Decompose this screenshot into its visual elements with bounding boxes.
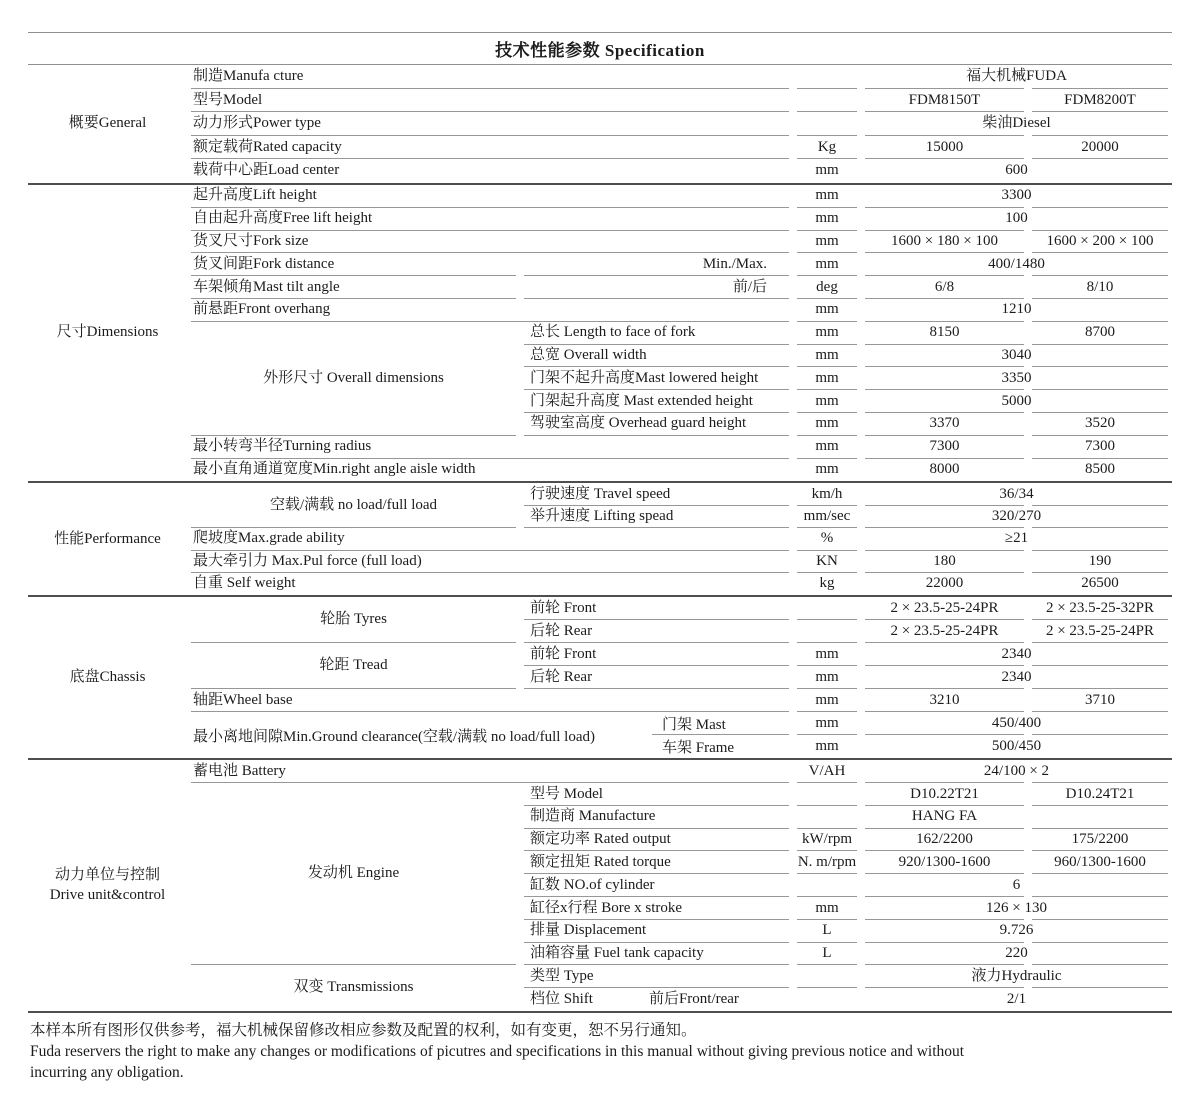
unit-cell: mm <box>793 345 861 368</box>
subparam-cell <box>520 783 793 806</box>
param-cell: 前悬距Front overhang <box>187 299 793 322</box>
subparam-cell: 前/后 <box>520 276 793 299</box>
unit-cell: mm <box>793 712 861 735</box>
value-cell: D10.22T21 <box>861 783 1028 806</box>
subparam-label: 制造商 Manufacture <box>530 808 656 825</box>
value-cell <box>1028 806 1172 829</box>
subparam-cell <box>520 666 793 689</box>
value-cell-merged: 3300 <box>861 185 1172 208</box>
value-cell: 1600 × 200 × 100 <box>1028 231 1172 254</box>
param-cell: 载荷中心距Load center <box>193 162 340 179</box>
section-label-line: 底盘Chassis <box>69 669 146 686</box>
unit-cell <box>793 89 861 113</box>
subparam-label: 档位 Shift <box>530 990 593 1007</box>
subparam-cell <box>520 413 793 436</box>
unit-cell: deg <box>793 276 861 299</box>
footer-note <box>30 1020 1170 1083</box>
value-cell-merged: 柴油Diesel <box>861 112 1172 136</box>
subparam-cell <box>520 483 793 505</box>
param-cell: 型号Model <box>187 89 793 113</box>
value-cell: 20000 <box>1028 136 1172 160</box>
param-cell: 货叉间距Fork distance <box>187 253 520 276</box>
subparam-label: 后轮 Rear <box>530 668 593 685</box>
value-cell-merged: 福大机械FUDA <box>861 65 1172 89</box>
param-cell: 动力形式Power type <box>187 112 793 136</box>
section-label-line: Drive unit&control <box>49 886 166 903</box>
subparam-label: 举升速度 Lifting spead <box>530 508 674 525</box>
subparam-label: 门架起升高度 Mast extended height <box>530 392 753 409</box>
value-cell: 162/2200 <box>861 829 1028 852</box>
subparam-label: 额定扭矩 Rated torque <box>530 853 671 870</box>
footer-line-en-2: incurring any obligation. <box>30 1064 184 1081</box>
subparam-cell <box>520 920 793 943</box>
unit-cell <box>793 65 861 89</box>
value-cell: 7300 <box>861 436 1028 459</box>
subparam-label: 额定功率 Rated output <box>530 831 671 848</box>
value-cell: 15000 <box>861 136 1028 160</box>
value-cell: 2 × 23.5-25-24PR <box>861 597 1028 620</box>
param-cell: 车架倾角Mast tilt angle <box>187 276 520 299</box>
value-cell-merged: 400/1480 <box>861 253 1172 276</box>
value-cell-merged: 24/100 × 2 <box>861 760 1172 783</box>
group-wide-cell <box>187 712 793 758</box>
section-label <box>28 597 187 758</box>
section-label-line: 动力单位与控制 <box>54 867 160 884</box>
subparam-label: 后轮 Rear <box>530 622 593 639</box>
value-cell: 7300 <box>1028 436 1172 459</box>
value-cell: 3710 <box>1028 689 1172 712</box>
value-cell-merged: 600 <box>1005 162 1028 179</box>
param-cell: 制造Manufa cture <box>187 65 793 89</box>
value-cell: HANG FA <box>861 806 1028 829</box>
subparam-cell: Min./Max. <box>520 253 793 276</box>
subparam-label: 油箱容量 Fuel tank capacity <box>530 945 704 962</box>
unit-cell: mm <box>793 367 861 390</box>
unit-cell: mm <box>793 322 861 345</box>
subparam-label: 前轮 Front <box>530 599 597 616</box>
unit-cell: mm <box>793 185 861 208</box>
subparam-label: 门架 Mast <box>648 712 793 735</box>
group-label-cell: 外形尺寸 Overall dimensions <box>187 322 520 436</box>
unit-cell: mm <box>793 897 861 920</box>
unit-cell: mm <box>815 461 839 478</box>
subparam-cell <box>520 506 793 528</box>
footer-line-en-1: Fuda reservers the right to make any changes or modifications of picutres and specifications in this manual without giving previous notice and without <box>30 1043 965 1060</box>
unit-cell <box>793 783 861 806</box>
value-cell-merged: 126 × 130 <box>861 897 1172 920</box>
section-3 <box>28 595 1172 758</box>
unit-cell: KN <box>793 551 861 573</box>
subparam-label: 类型 Type <box>530 967 594 984</box>
unit-cell: mm <box>815 162 839 179</box>
value-cell: 2 × 23.5-25-24PR <box>861 620 1028 643</box>
section-1 <box>28 183 1172 481</box>
group-label-cell: 轮胎 Tyres <box>187 597 520 643</box>
param-cell: 自由起升高度Free lift height <box>187 208 793 231</box>
subparam-cell <box>520 829 793 852</box>
value-cell: FDM8200T <box>1028 89 1172 113</box>
unit-cell: mm <box>793 299 861 322</box>
unit-cell <box>793 988 861 1011</box>
section-label-line: 尺寸Dimensions <box>56 324 159 341</box>
value-cell-merged: ≥21 <box>861 528 1172 550</box>
unit-cell <box>793 597 861 620</box>
value-cell-merged: 6 <box>861 874 1172 897</box>
unit-cell: mm <box>793 689 861 712</box>
subparam-cell <box>520 874 793 897</box>
unit-cell: mm <box>793 208 861 231</box>
section-label <box>28 760 187 1011</box>
value-cell: 2 × 23.5-25-32PR <box>1028 597 1172 620</box>
subparam-label: 缸径x行程 Bore x stroke <box>530 899 683 916</box>
subparam-label: 前轮 Front <box>530 645 597 662</box>
param-cell: 最小转弯半径Turning radius <box>187 436 793 459</box>
value-cell: 3210 <box>861 689 1028 712</box>
value-cell-merged: 2/1 <box>1006 990 1027 1007</box>
value-cell-merged: 3350 <box>861 367 1172 390</box>
unit-cell: L <box>793 920 861 943</box>
table-sections <box>28 64 1172 1013</box>
value-cell: 1600 × 180 × 100 <box>861 231 1028 254</box>
param-cell: 货叉尺寸Fork size <box>187 231 793 254</box>
subparam-label: 型号 Model <box>530 785 603 802</box>
param-cell: 爬坡度Max.grade ability <box>187 528 793 550</box>
subparam-cell <box>520 390 793 413</box>
unit-cell: V/AH <box>793 760 861 783</box>
section-label <box>28 483 187 595</box>
value-cell: FDM8150T <box>861 89 1028 113</box>
specification-table <box>28 32 1172 1013</box>
value-cell: 3370 <box>861 413 1028 436</box>
subparam-label: 驾驶室高度 Overhead guard height <box>530 415 747 432</box>
value-cell-merged: 220 <box>861 943 1172 966</box>
section-0 <box>28 64 1172 183</box>
param-cell: 自重 Self weight <box>193 575 296 592</box>
group-label-cell: 轮距 Tread <box>187 643 520 689</box>
value-cell: 8700 <box>1028 322 1172 345</box>
param-label: 最小离地间隙Min.Ground clearance(空载/满载 no load/full load) <box>193 728 595 745</box>
param-cell: 起升高度Lift height <box>187 185 793 208</box>
subparam-cell <box>520 345 793 368</box>
value-cell-merged: 100 <box>861 208 1172 231</box>
unit-cell: mm <box>793 390 861 413</box>
subparam-label: 车架 Frame <box>662 740 735 757</box>
unit-cell <box>793 874 861 897</box>
subparam-label-2: 前后Front/rear <box>648 990 739 1007</box>
section-label <box>28 185 187 481</box>
value-cell: 175/2200 <box>1028 829 1172 852</box>
group-label-cell: 空载/满载 no load/full load <box>187 483 520 528</box>
unit-cell: mm <box>815 737 839 754</box>
group-label-cell: 双变 Transmissions <box>293 979 414 996</box>
unit-cell: mm <box>793 666 861 689</box>
subparam-cell <box>520 965 793 988</box>
subparam-cell <box>520 643 793 666</box>
value-cell-merged: 5000 <box>861 390 1172 413</box>
section-label-line: 概要General <box>68 115 147 132</box>
subparam-label: 门架不起升高度Mast lowered height <box>530 369 759 386</box>
value-cell-merged: 9.726 <box>861 920 1172 943</box>
value-cell: 8/10 <box>1028 276 1172 299</box>
sub-column <box>648 712 793 758</box>
value-cell: 8500 <box>1085 461 1115 478</box>
unit-cell: kW/rpm <box>793 829 861 852</box>
value-cell-merged: 450/400 <box>861 712 1172 735</box>
unit-cell <box>793 112 861 136</box>
value-cell: 960/1300-1600 <box>1028 851 1172 874</box>
param-cell: 最小直角通道宽度Min.right angle aisle width <box>193 461 476 478</box>
unit-cell <box>793 806 861 829</box>
subparam-label: 总宽 Overall width <box>530 347 647 364</box>
unit-cell: mm/sec <box>793 506 861 528</box>
value-cell: 920/1300-1600 <box>861 851 1028 874</box>
unit-cell: L <box>793 943 861 966</box>
unit-cell: km/h <box>793 483 861 505</box>
subparam-cell <box>520 897 793 920</box>
section-label <box>28 65 187 183</box>
value-cell-merged: 320/270 <box>861 506 1172 528</box>
subparam-cell <box>520 322 793 345</box>
section-2 <box>28 481 1172 595</box>
unit-cell: mm <box>793 436 861 459</box>
footer-line-zh: 本样本所有图形仅供参考，福大机械保留修改相应参数及配置的权利，如有变更，恕不另行通知。 <box>30 1022 697 1039</box>
value-cell-merged: 3040 <box>861 345 1172 368</box>
value-cell: 6/8 <box>861 276 1028 299</box>
unit-cell <box>793 620 861 643</box>
group-label-cell: 发动机 Engine <box>187 783 520 965</box>
subparam-label: 缸数 NO.of cylinder <box>530 876 655 893</box>
unit-cell <box>793 965 861 988</box>
value-cell-merged: 液力Hydraulic <box>861 965 1172 988</box>
value-cell: 180 <box>861 551 1028 573</box>
value-cell: 8000 <box>929 461 960 478</box>
subparam-label: 行驶速度 Travel speed <box>530 485 671 502</box>
subparam-cell <box>520 806 793 829</box>
value-cell-merged: 2340 <box>861 666 1172 689</box>
unit-cell: mm <box>793 643 861 666</box>
subparam-cell <box>520 620 793 643</box>
param-cell: 蓄电池 Battery <box>187 760 793 783</box>
section-label-line: 性能Performance <box>54 530 161 547</box>
unit-cell: N. m/rpm <box>793 851 861 874</box>
value-cell: 26500 <box>1081 575 1119 592</box>
value-cell: 8150 <box>861 322 1028 345</box>
subparam-cell <box>520 988 793 1011</box>
value-cell-merged: 500/450 <box>991 737 1042 754</box>
unit-cell: mm <box>793 253 861 276</box>
param-cell: 轴距Wheel base <box>187 689 793 712</box>
value-cell: 3520 <box>1028 413 1172 436</box>
param-cell: 额定载荷Rated capacity <box>187 136 793 160</box>
subparam-cell <box>520 597 793 620</box>
param-cell: 最大牵引力 Max.Pul force (full load) <box>187 551 793 573</box>
section-4 <box>28 758 1172 1013</box>
value-cell-merged: 1210 <box>861 299 1172 322</box>
unit-cell: mm <box>793 231 861 254</box>
subparam-cell <box>520 367 793 390</box>
unit-cell: Kg <box>793 136 861 160</box>
unit-cell: % <box>793 528 861 550</box>
page-title: 技术性能参数 Specification <box>28 32 1172 64</box>
value-cell: 2 × 23.5-25-24PR <box>1028 620 1172 643</box>
value-cell-merged: 36/34 <box>861 483 1172 505</box>
value-cell-merged: 2340 <box>861 643 1172 666</box>
subparam-cell <box>520 943 793 966</box>
unit-cell: kg <box>819 575 835 592</box>
subparam-cell <box>520 851 793 874</box>
value-cell: 22000 <box>925 575 964 592</box>
value-cell: 190 <box>1028 551 1172 573</box>
value-cell: D10.24T21 <box>1028 783 1172 806</box>
subparam-label: 排量 Displacement <box>530 922 647 939</box>
subparam-label: 总长 Length to face of fork <box>530 324 696 341</box>
unit-cell: mm <box>793 413 861 436</box>
